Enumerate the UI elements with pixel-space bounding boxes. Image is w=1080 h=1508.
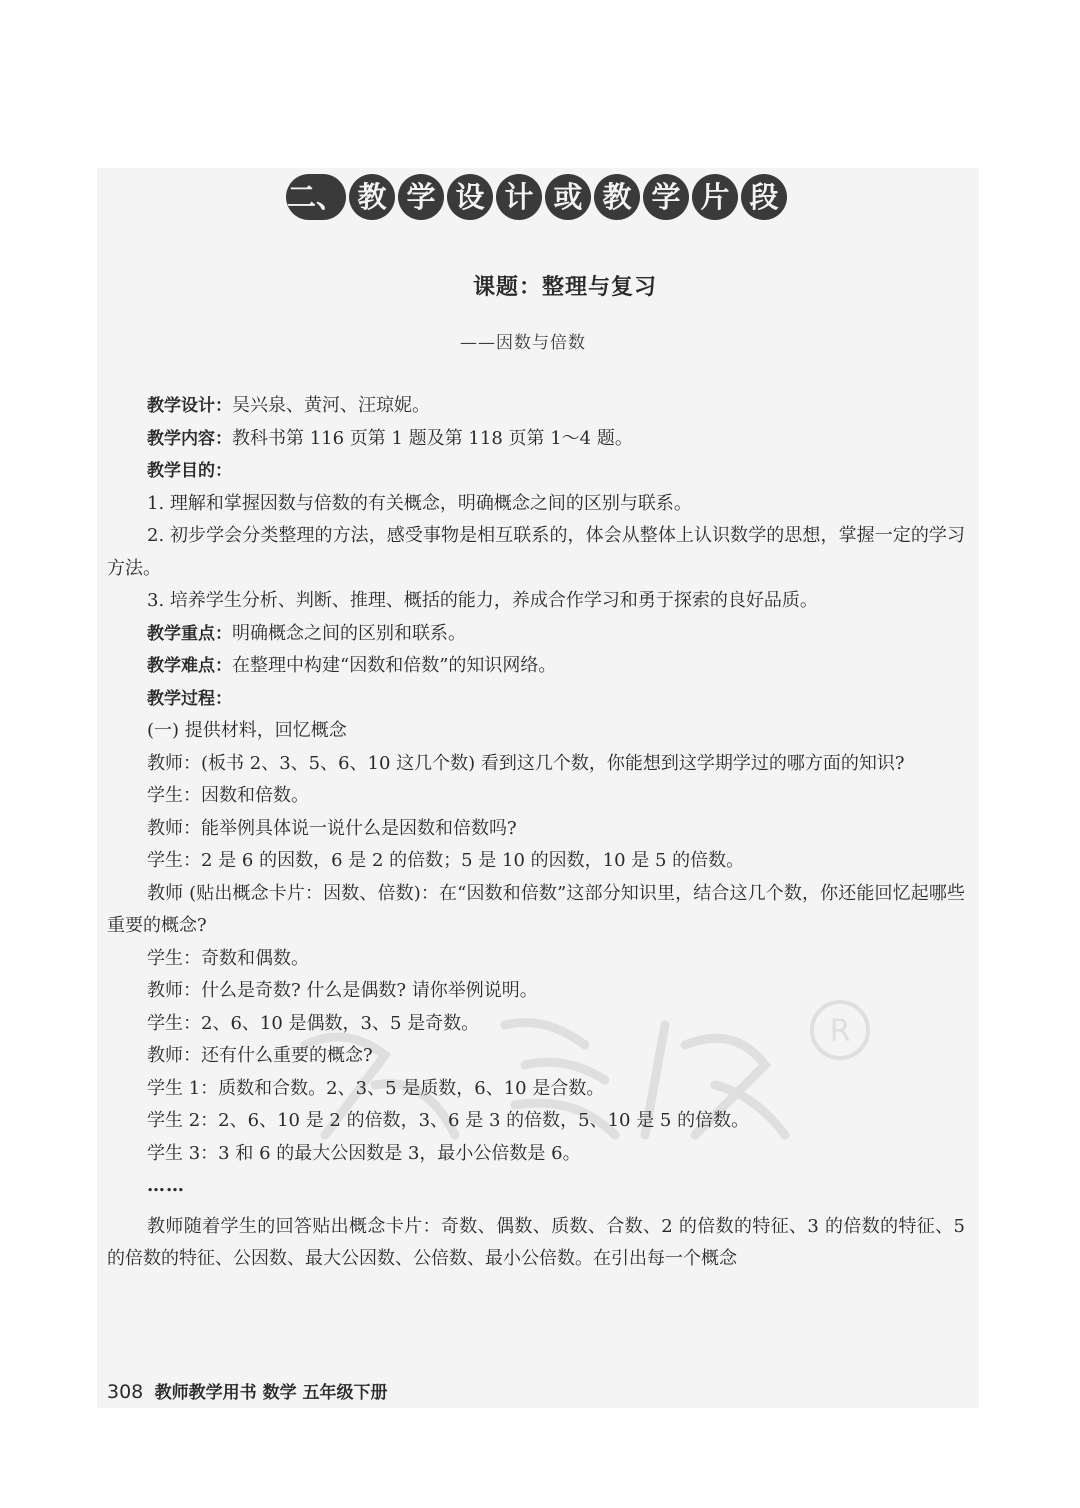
design-label: 教学设计： bbox=[147, 396, 232, 416]
dialogue-line: 教师：什么是奇数? 什么是偶数? 请你举例说明。 bbox=[147, 980, 538, 1001]
goal-item-3: 3. 培养学生分析、判断、推理、概括的能力，养成合作学习和勇于探索的良好品质。 bbox=[147, 590, 818, 611]
heading-char: 学 bbox=[643, 174, 689, 220]
heading-char: 片 bbox=[692, 174, 738, 220]
lesson-subtitle: ——因数与倍数 bbox=[460, 333, 586, 353]
design-value: 吴兴泉、黄河、汪琼妮。 bbox=[232, 395, 430, 416]
dialogue-line: 学生：奇数和偶数。 bbox=[147, 947, 309, 969]
dialogue-line: 学生：2 是 6 的因数，6 是 2 的倍数；5 是 10 的因数，10 是 5 的倍数。 bbox=[147, 850, 745, 871]
dialogue-line: 教师 (贴出概念卡片：因数、倍数)：在“因数和倍数”这部分知识里，结合这几个数，你还能回忆起哪些重要的概念? bbox=[107, 882, 965, 936]
goal-item-1: 1. 理解和掌握因数与倍数的有关概念，明确概念之间的区别与联系。 bbox=[147, 492, 692, 514]
key-point-line bbox=[107, 618, 965, 651]
svg-text:R: R bbox=[829, 1014, 851, 1049]
heading-char: 计 bbox=[496, 174, 542, 220]
heading-char: 设 bbox=[447, 174, 493, 220]
difficulty-label: 教学难点： bbox=[147, 656, 232, 676]
dialogue-line: 学生 2：2、6、10 是 2 的倍数，3、6 是 3 的倍数，5、10 是 5 的倍数。 bbox=[147, 1110, 750, 1131]
page-number: 308 bbox=[107, 1381, 144, 1403]
heading-char: 教 bbox=[594, 174, 640, 220]
heading-char: 或 bbox=[545, 174, 591, 220]
ellipsis: …… bbox=[147, 1175, 185, 1196]
key-point-value: 明确概念之间的区别和联系。 bbox=[232, 622, 466, 644]
heading-char: 段 bbox=[741, 174, 787, 220]
goal-heading bbox=[107, 455, 965, 488]
spacer bbox=[107, 1203, 965, 1211]
dialogue-line: 学生 1：质数和合数。2、3、5 是质数，6、10 是合数。 bbox=[147, 1077, 605, 1099]
book-title: 教师教学用书 数学 五年级下册 bbox=[154, 1383, 388, 1403]
heading-char: 二、 bbox=[286, 174, 346, 220]
dialogue-line: 学生：2、6、10 是偶数，3、5 是奇数。 bbox=[147, 1012, 480, 1034]
key-point-label: 教学重点： bbox=[147, 623, 232, 644]
dialogue-line: 学生：因数和倍数。 bbox=[147, 785, 309, 806]
content-line bbox=[107, 423, 965, 456]
heading-char: 教 bbox=[349, 174, 395, 220]
page-footer bbox=[107, 1378, 388, 1403]
process-label: 教学过程： bbox=[147, 688, 232, 709]
goal-item-2: 2. 初步学会分类整理的方法，感受事物是相互联系的，体会从整体上认识数学的思想，掌握一定的学习方法。 bbox=[107, 525, 965, 579]
lesson-title: 课题：整理与复习 bbox=[472, 275, 657, 300]
dialogue-line: 教师：能举例具体说一说什么是因数和倍数吗? bbox=[147, 817, 517, 839]
content-value: 教科书第 116 页第 1 题及第 118 页第 1～4 题。 bbox=[232, 427, 633, 449]
heading-char: 学 bbox=[398, 174, 444, 220]
document-body bbox=[107, 390, 965, 1276]
dialogue-line: 教师：还有什么重要的概念? bbox=[147, 1045, 373, 1066]
goal-label: 教学目的： bbox=[147, 461, 232, 481]
difficulty-value: 在整理中构建“因数和倍数”的知识网络。 bbox=[232, 655, 557, 676]
process-section-1: (一) 提供材料，回忆概念 bbox=[147, 720, 347, 741]
dialogue-line: 学生 3：3 和 6 的最大公因数是 3，最小公倍数是 6。 bbox=[147, 1142, 581, 1164]
process-heading bbox=[107, 683, 965, 716]
section-heading bbox=[286, 174, 787, 220]
closing-paragraph: 教师随着学生的回答贴出概念卡片：奇数、偶数、质数、合数、2 的倍数的特征、3 的倍数的特征、5 的倍数的特征、公因数、最大公因数、公倍数、最小公倍数。在引出每一个概念 bbox=[107, 1215, 965, 1269]
difficulty-line bbox=[107, 650, 965, 683]
content-label: 教学内容： bbox=[147, 428, 232, 449]
dialogue-line: 教师：(板书 2、3、5、6、10 这几个数) 看到这几个数，你能想到这学期学过的哪方面的知识? bbox=[147, 752, 905, 774]
design-line bbox=[107, 390, 965, 423]
